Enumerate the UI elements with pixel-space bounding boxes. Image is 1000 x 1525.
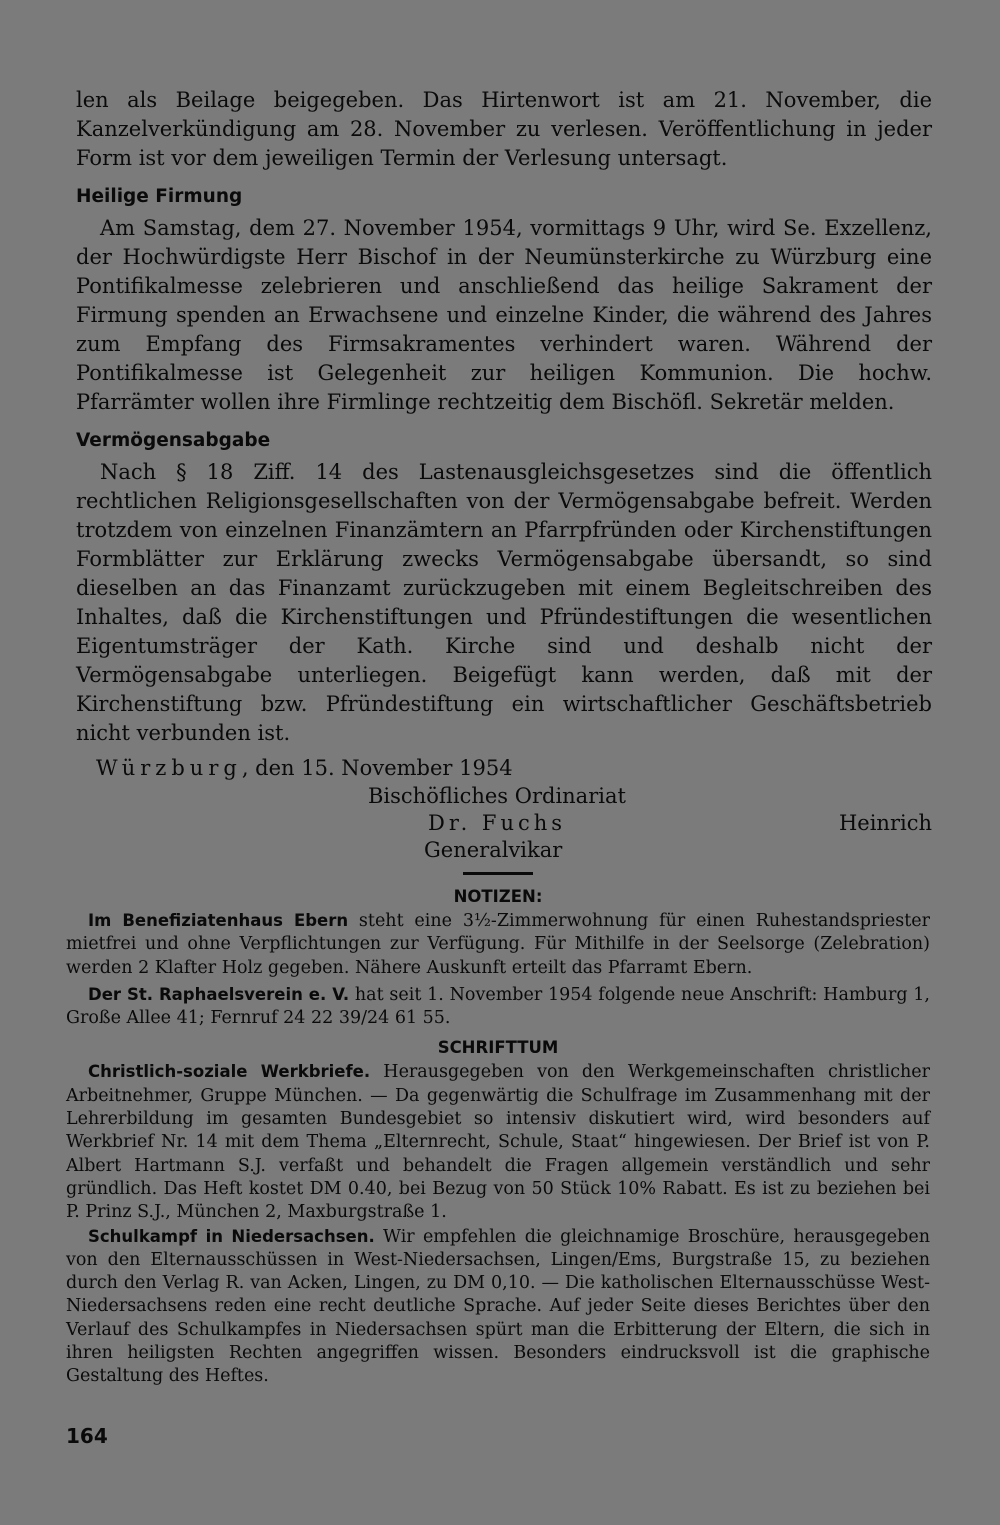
signature-office: Bischöfliches Ordinariat bbox=[368, 784, 626, 808]
page-number: 164 bbox=[66, 1424, 108, 1448]
firmung-paragraph: Am Samstag, dem 27. November 1954, vormittags 9 Uhr, wird Se. Exzellenz, der Hochwürdigste Herr Bischof in der Neumünsterkirche zu Würzburg eine Pontifikalmesse zelebrieren und anschließend das heilige Sakrament der Firmung spenden an Erwachsene und einzelne Kinder, die während des Jahres zum Empfang des Firmsakramentes verhindert waren. Während der Pontifikalmesse ist Gelegenheit zur heiligen Kommunion. Die hochw. Pfarrämter wollen ihre Firmlinge rechtzeitig dem Bischöfl. Sekretär melden. bbox=[76, 216, 932, 414]
notiz-lead: Der St. Raphaelsverein e. V. bbox=[88, 984, 350, 1004]
schrifttum-lead: Schulkampf in Niedersachsen. bbox=[88, 1226, 375, 1246]
dateline-date: , den 15. November 1954 bbox=[241, 756, 513, 780]
intro-paragraph: len als Beilage beigegeben. Das Hirtenwort ist am 21. November, die Kanzelverkündigung am 28. November zu verlesen. Veröffentlichung in jeder Form ist vor dem jeweiligen Termin der Verlesung untersagt. bbox=[76, 88, 932, 170]
notizen-section bbox=[66, 872, 930, 1389]
notiz-item bbox=[66, 909, 930, 980]
signature-block bbox=[76, 783, 932, 873]
dateline-place: Würzburg bbox=[96, 756, 242, 780]
main-content bbox=[76, 86, 932, 873]
notiz-text: steht eine 3½-Zimmerwohnung für einen Ruhestandspriester mietfrei und ohne Verpflichtungen zur Verfügung. Für Mithilfe in der Seelsorge (Zelebration) werden 2 Klafter Holz gegeben. Nähere Auskunft erteilt das Pfarramt Ebern. bbox=[66, 911, 930, 978]
schrifttum-lead: Christlich-soziale Werkbriefe. bbox=[88, 1062, 371, 1082]
notiz-text: hat seit 1. November 1954 folgende neue Anschrift: Hamburg 1, Große Allee 41; Fernruf 24 22 39/24 61 55. bbox=[66, 984, 930, 1029]
vermoegensabgabe-heading: Vermögensabgabe bbox=[76, 430, 271, 451]
schrifttum-text: Wir empfehlen die gleichnamige Broschüre, herausgegeben von den Elternausschüssen in West-Niedersachsen, Lingen/Ems, Burgstraße 15, zu beziehen durch den Verlag R. van Acken, Lingen, zu DM 0,10. — Die katholischen Elternausschüsse West-Niedersachsens reden eine recht deutliche Sprache. Auf jeder Seite dieses Berichtes über den Verlauf des Schulkampfes in Niedersachsen spürt man die Erbitterung der Eltern, die sich in ihren heiligsten Rechten angegriffen wissen. Besonders eindrucksvoll ist die graphische Gestaltung des Heftes. bbox=[66, 1226, 930, 1387]
schrifttum-item bbox=[66, 1060, 930, 1224]
schrifttum-text: Herausgegeben von den Werkgemeinschaften christlicher Arbeitnehmer, Gruppe München. — Da gegenwärtig die Schulfrage im Zusammenhang mit der Lehrerbildung im gesamten Bundesgebiet so intensiv diskutiert wird, wird besonders auf Werkbrief Nr. 14 mit dem Thema „Elternrecht, Schule, Staat“ hingewiesen. Der Brief ist von P. Albert Hartmann S.J. verfaßt und behandelt die Fragen allgemein verständlich und sehr gründlich. Das Heft kostet DM 0.40, bei Bezug von 50 Stück 10% Rabatt. Es ist zu beziehen bei P. Prinz S.J., München 2, Maxburgstraße 1. bbox=[66, 1062, 931, 1223]
signature-first-name: Heinrich bbox=[838, 811, 932, 835]
firmung-heading: Heilige Firmung bbox=[76, 186, 243, 207]
notiz-item bbox=[66, 983, 930, 1031]
dateline bbox=[96, 754, 932, 783]
notizen-heading: NOTIZEN: bbox=[453, 887, 543, 906]
notiz-lead: Im Benefiziatenhaus Ebern bbox=[88, 911, 349, 930]
schrifttum-item bbox=[66, 1225, 930, 1389]
schrifttum-heading: SCHRIFTTUM bbox=[437, 1038, 559, 1058]
section-divider bbox=[463, 872, 533, 875]
signature-name: Dr. Fuchs bbox=[428, 811, 567, 835]
signature-role: Generalvikar bbox=[424, 838, 563, 862]
vermoegensabgabe-paragraph: Nach § 18 Ziff. 14 des Lastenausgleichsgesetzes sind die öffentlich rechtlichen Religionsgesellschaften von der Vermögensabgabe befreit. Werden trotzdem von einzelnen Finanzämtern an Pfarrpfründen oder Kirchenstiftungen Formblätter zur Erklärung zwecks Vermögensabgabe übersandt, so sind dieselben an das Finanzamt zurückzugeben mit einem Begleitschreiben des Inhaltes, daß die Kirchenstiftungen und Pfründestiftungen die wesentlichen Eigentumsträger der Kath. Kirche sind und deshalb nicht der Vermögensabgabe unterliegen. Beigefügt kann werden, daß mit der Kirchenstiftung bzw. Pfründestiftung ein wirtschaftlicher Geschäftsbetrieb nicht verbunden ist. bbox=[76, 460, 932, 745]
